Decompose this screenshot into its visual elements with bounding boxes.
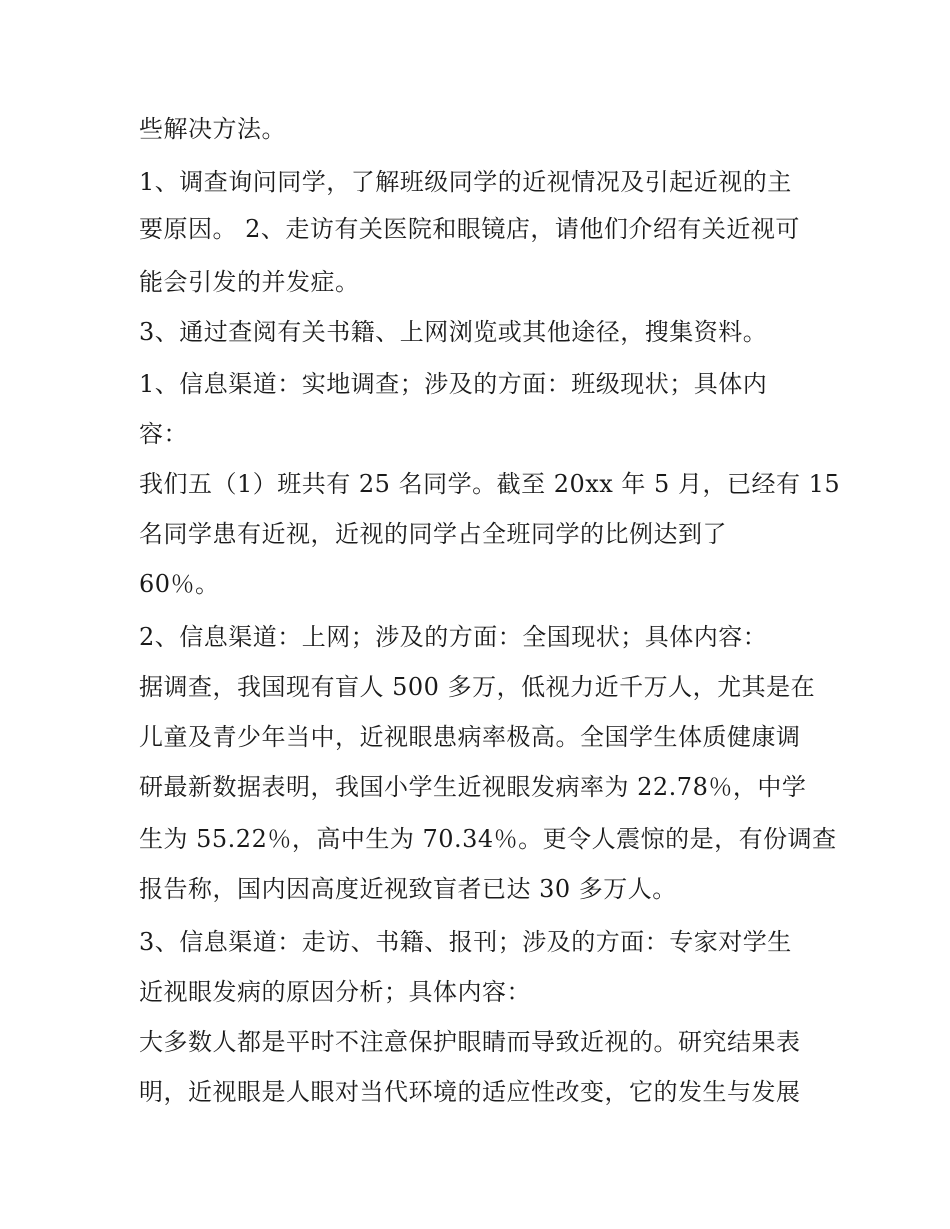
text-line: 大多数人都是平时不注意保护眼睛而导致近视的。研究结果表 bbox=[139, 1028, 801, 1056]
text-line: 据调查，我国现有盲人 500 多万，低视力近千万人，尤其是在 bbox=[139, 673, 816, 701]
text-line: 3、通过查阅有关书籍、上网浏览或其他途径，搜集资料。 bbox=[139, 318, 768, 346]
text-line: 名同学患有近视，近视的同学占全班同学的比例达到了 bbox=[139, 520, 727, 548]
text-line: 报告称，国内因高度近视致盲者已达 30 多万人。 bbox=[139, 875, 677, 903]
text-line: 2、信息渠道：上网；涉及的方面：全国现状；具体内容： bbox=[139, 623, 768, 651]
text-line: 要原因。 2、走访有关医院和眼镜店，请他们介绍有关近视可 bbox=[139, 215, 800, 243]
text-line: 容： bbox=[139, 420, 188, 448]
text-line: 儿童及青少年当中，近视眼患病率极高。全国学生体质健康调 bbox=[139, 723, 801, 751]
text-line: 研最新数据表明，我国小学生近视眼发病率为 22.78％，中学 bbox=[139, 773, 807, 801]
text-line: 能会引发的并发症。 bbox=[139, 268, 360, 296]
text-line: 1、调查询问同学，了解班级同学的近视情况及引起近视的主 bbox=[139, 168, 792, 196]
text-line: 我们五（1）班共有 25 名同学。截至 20xx 年 5 月，已经有 15 bbox=[139, 470, 841, 498]
text-line: 60％。 bbox=[139, 570, 220, 598]
text-line: 明，近视眼是人眼对当代环境的适应性改变，它的发生与发展 bbox=[139, 1078, 801, 1106]
text-line: 3、信息渠道：走访、书籍、报刊；涉及的方面：专家对学生 bbox=[139, 928, 792, 956]
text-line: 1、信息渠道：实地调查；涉及的方面：班级现状；具体内 bbox=[139, 370, 768, 398]
text-line: 近视眼发病的原因分析；具体内容： bbox=[139, 978, 531, 1006]
text-line: 生为 55.22％，高中生为 70.34％。更令人震惊的是，有份调查 bbox=[139, 825, 837, 853]
text-line: 些解决方法。 bbox=[139, 115, 286, 143]
